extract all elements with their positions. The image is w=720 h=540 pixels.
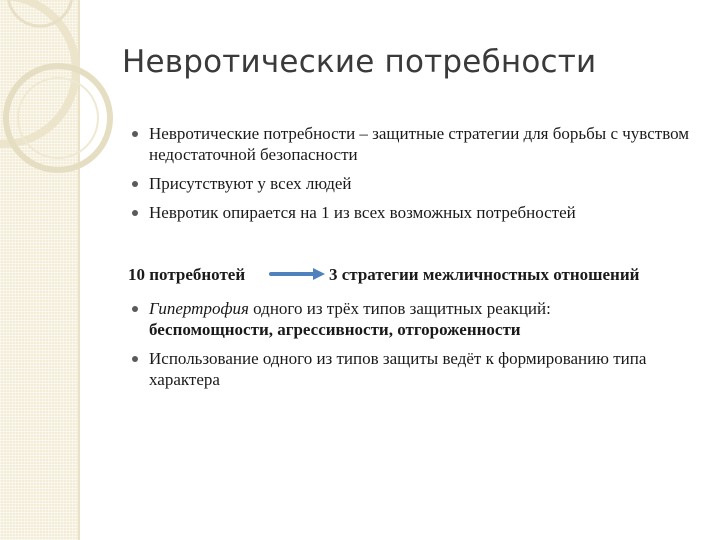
list-item xyxy=(128,202,698,223)
slide-title: Невротические потребности xyxy=(122,44,597,80)
bullet-text: Использование одного из типов защиты ведёт к формированию типа характера xyxy=(149,349,647,389)
strategies-label: 3 стратегии межличностных отношений xyxy=(329,265,640,284)
list-item xyxy=(128,298,703,340)
bullet-dot-icon xyxy=(132,131,138,137)
bullet-dot-icon xyxy=(132,210,138,216)
needs-label: 10 потребнотей xyxy=(128,265,246,284)
bullet-text: Присутствуют у всех людей xyxy=(149,174,352,193)
defense-types: беспомощности, агрессивности, отгороженности xyxy=(149,320,521,339)
right-arrow-icon xyxy=(269,266,327,282)
bullet-text: Невротические потребности – защитные стратегии для борьбы с чувством недостаточной безопасности xyxy=(149,124,690,164)
bullet-dot-icon xyxy=(132,306,138,312)
hypertrophy-text: одного из трёх типов защитных реакций: xyxy=(248,299,551,318)
list-item xyxy=(128,348,703,390)
list-item xyxy=(128,123,698,165)
hypertrophy-term: Гипертрофия xyxy=(149,299,249,318)
bullet-dot-icon xyxy=(132,356,138,362)
bullet-list-top xyxy=(128,123,698,231)
bullet-dot-icon xyxy=(132,181,138,187)
list-item xyxy=(128,173,698,194)
bullet-list-bottom xyxy=(128,298,703,398)
bullet-text: Невротик опирается на 1 из всех возможных потребностей xyxy=(149,203,576,222)
